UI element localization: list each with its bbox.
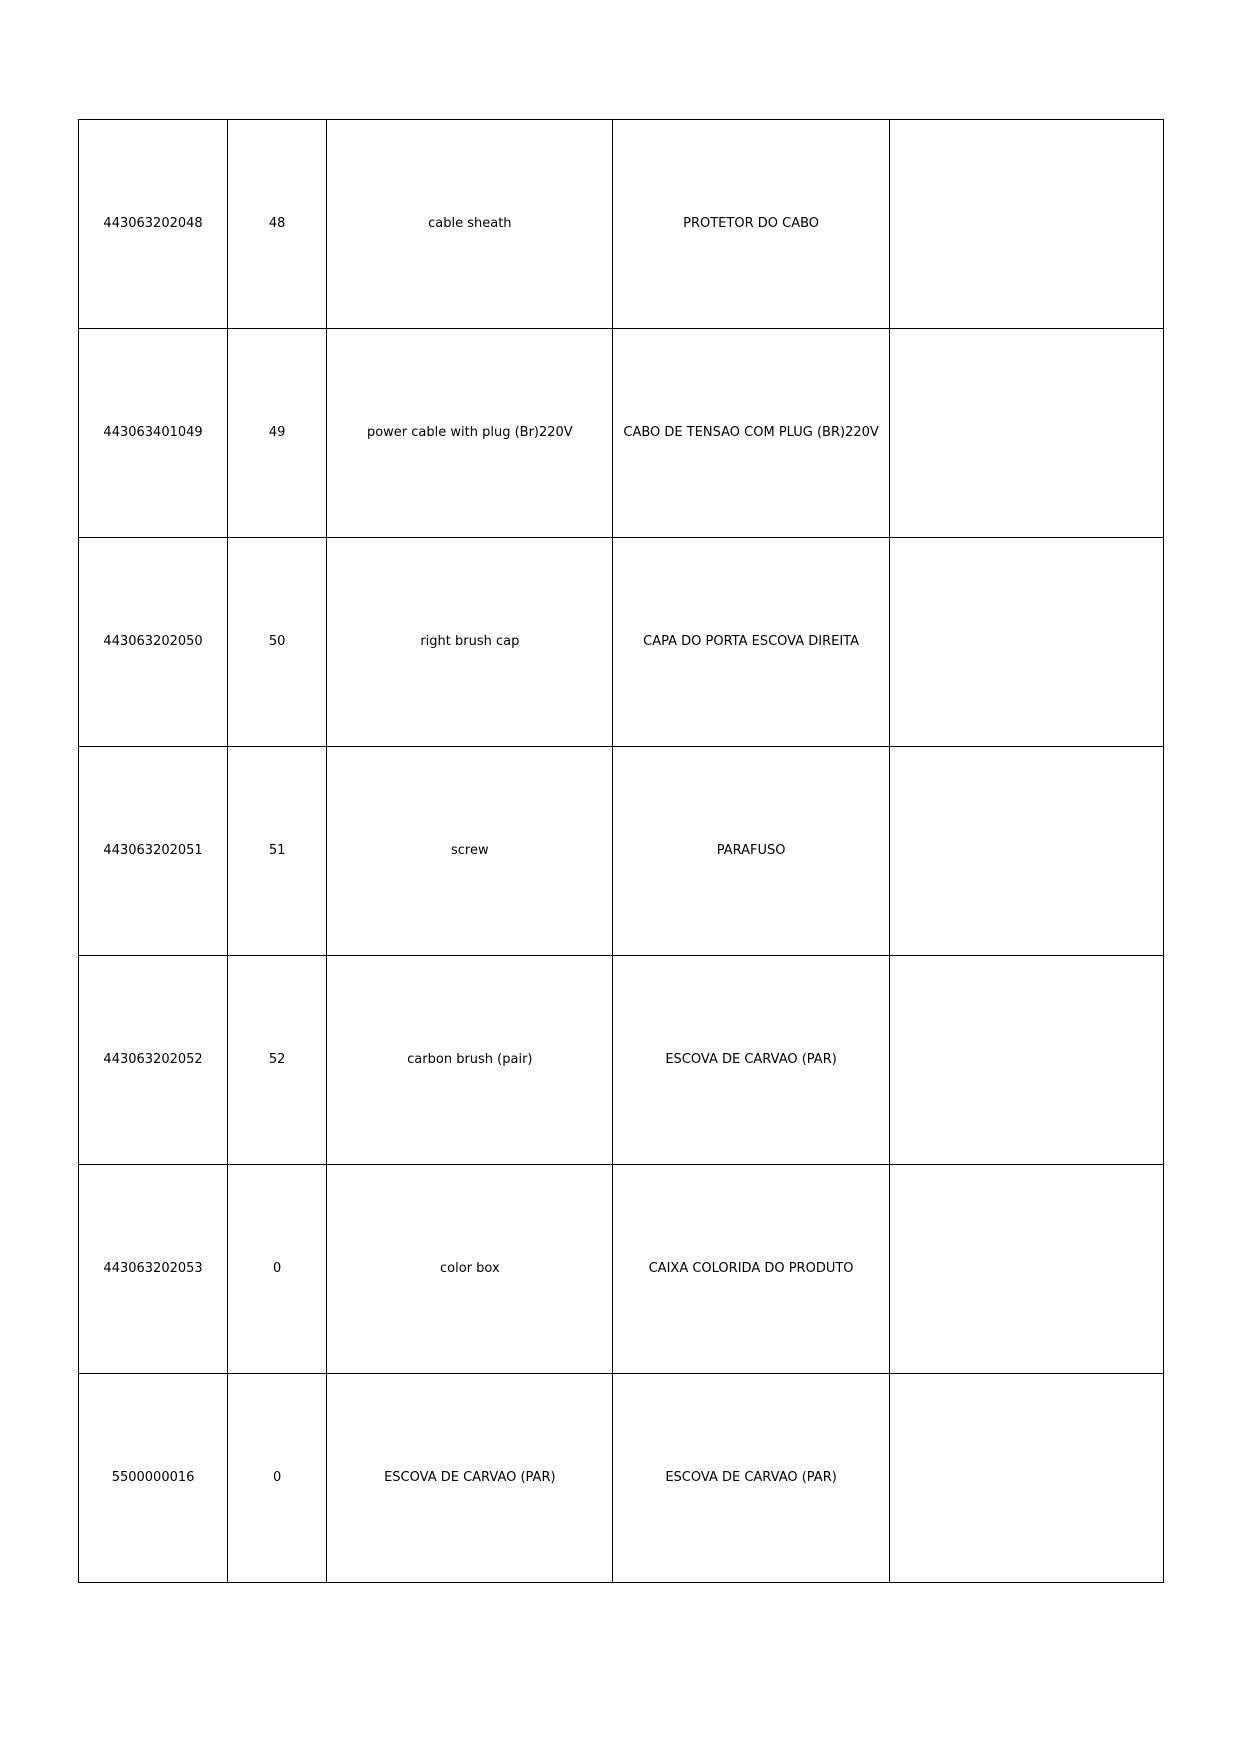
table-row — [79, 1374, 1164, 1583]
description-pt-cell: ESCOVA DE CARVAO (PAR) — [613, 956, 889, 1165]
part-code-cell: 443063202051 — [79, 747, 228, 956]
notes-cell — [889, 747, 1163, 956]
part-code-cell: 443063202052 — [79, 956, 228, 1165]
position-cell: 51 — [228, 747, 327, 956]
part-code-cell: 443063401049 — [79, 329, 228, 538]
position-cell: 0 — [228, 1165, 327, 1374]
notes-cell — [889, 329, 1163, 538]
table-row — [79, 120, 1164, 329]
position-cell: 48 — [228, 120, 327, 329]
description-pt-cell: ESCOVA DE CARVAO (PAR) — [613, 1374, 889, 1583]
notes-cell — [889, 956, 1163, 1165]
position-cell: 52 — [228, 956, 327, 1165]
description-en-cell: screw — [327, 747, 613, 956]
description-en-cell: right brush cap — [327, 538, 613, 747]
description-en-cell: ESCOVA DE CARVAO (PAR) — [327, 1374, 613, 1583]
position-cell: 0 — [228, 1374, 327, 1583]
description-pt-cell: PARAFUSO — [613, 747, 889, 956]
description-en-cell: carbon brush (pair) — [327, 956, 613, 1165]
description-pt-cell: CABO DE TENSAO COM PLUG (BR)220V — [613, 329, 889, 538]
table-row — [79, 747, 1164, 956]
notes-cell — [889, 1374, 1163, 1583]
description-pt-cell: CAIXA COLORIDA DO PRODUTO — [613, 1165, 889, 1374]
part-code-cell: 443063202050 — [79, 538, 228, 747]
notes-cell — [889, 120, 1163, 329]
part-code-cell: 443063202048 — [79, 120, 228, 329]
table-row — [79, 956, 1164, 1165]
description-pt-cell: CAPA DO PORTA ESCOVA DIREITA — [613, 538, 889, 747]
description-pt-cell: PROTETOR DO CABO — [613, 120, 889, 329]
description-en-cell: color box — [327, 1165, 613, 1374]
notes-cell — [889, 538, 1163, 747]
table-row — [79, 1165, 1164, 1374]
description-en-cell: power cable with plug (Br)220V — [327, 329, 613, 538]
description-en-cell: cable sheath — [327, 120, 613, 329]
position-cell: 49 — [228, 329, 327, 538]
table-row — [79, 538, 1164, 747]
part-code-cell: 5500000016 — [79, 1374, 228, 1583]
part-code-cell: 443063202053 — [79, 1165, 228, 1374]
table-row — [79, 329, 1164, 538]
notes-cell — [889, 1165, 1163, 1374]
position-cell: 50 — [228, 538, 327, 747]
parts-table — [78, 119, 1164, 1583]
